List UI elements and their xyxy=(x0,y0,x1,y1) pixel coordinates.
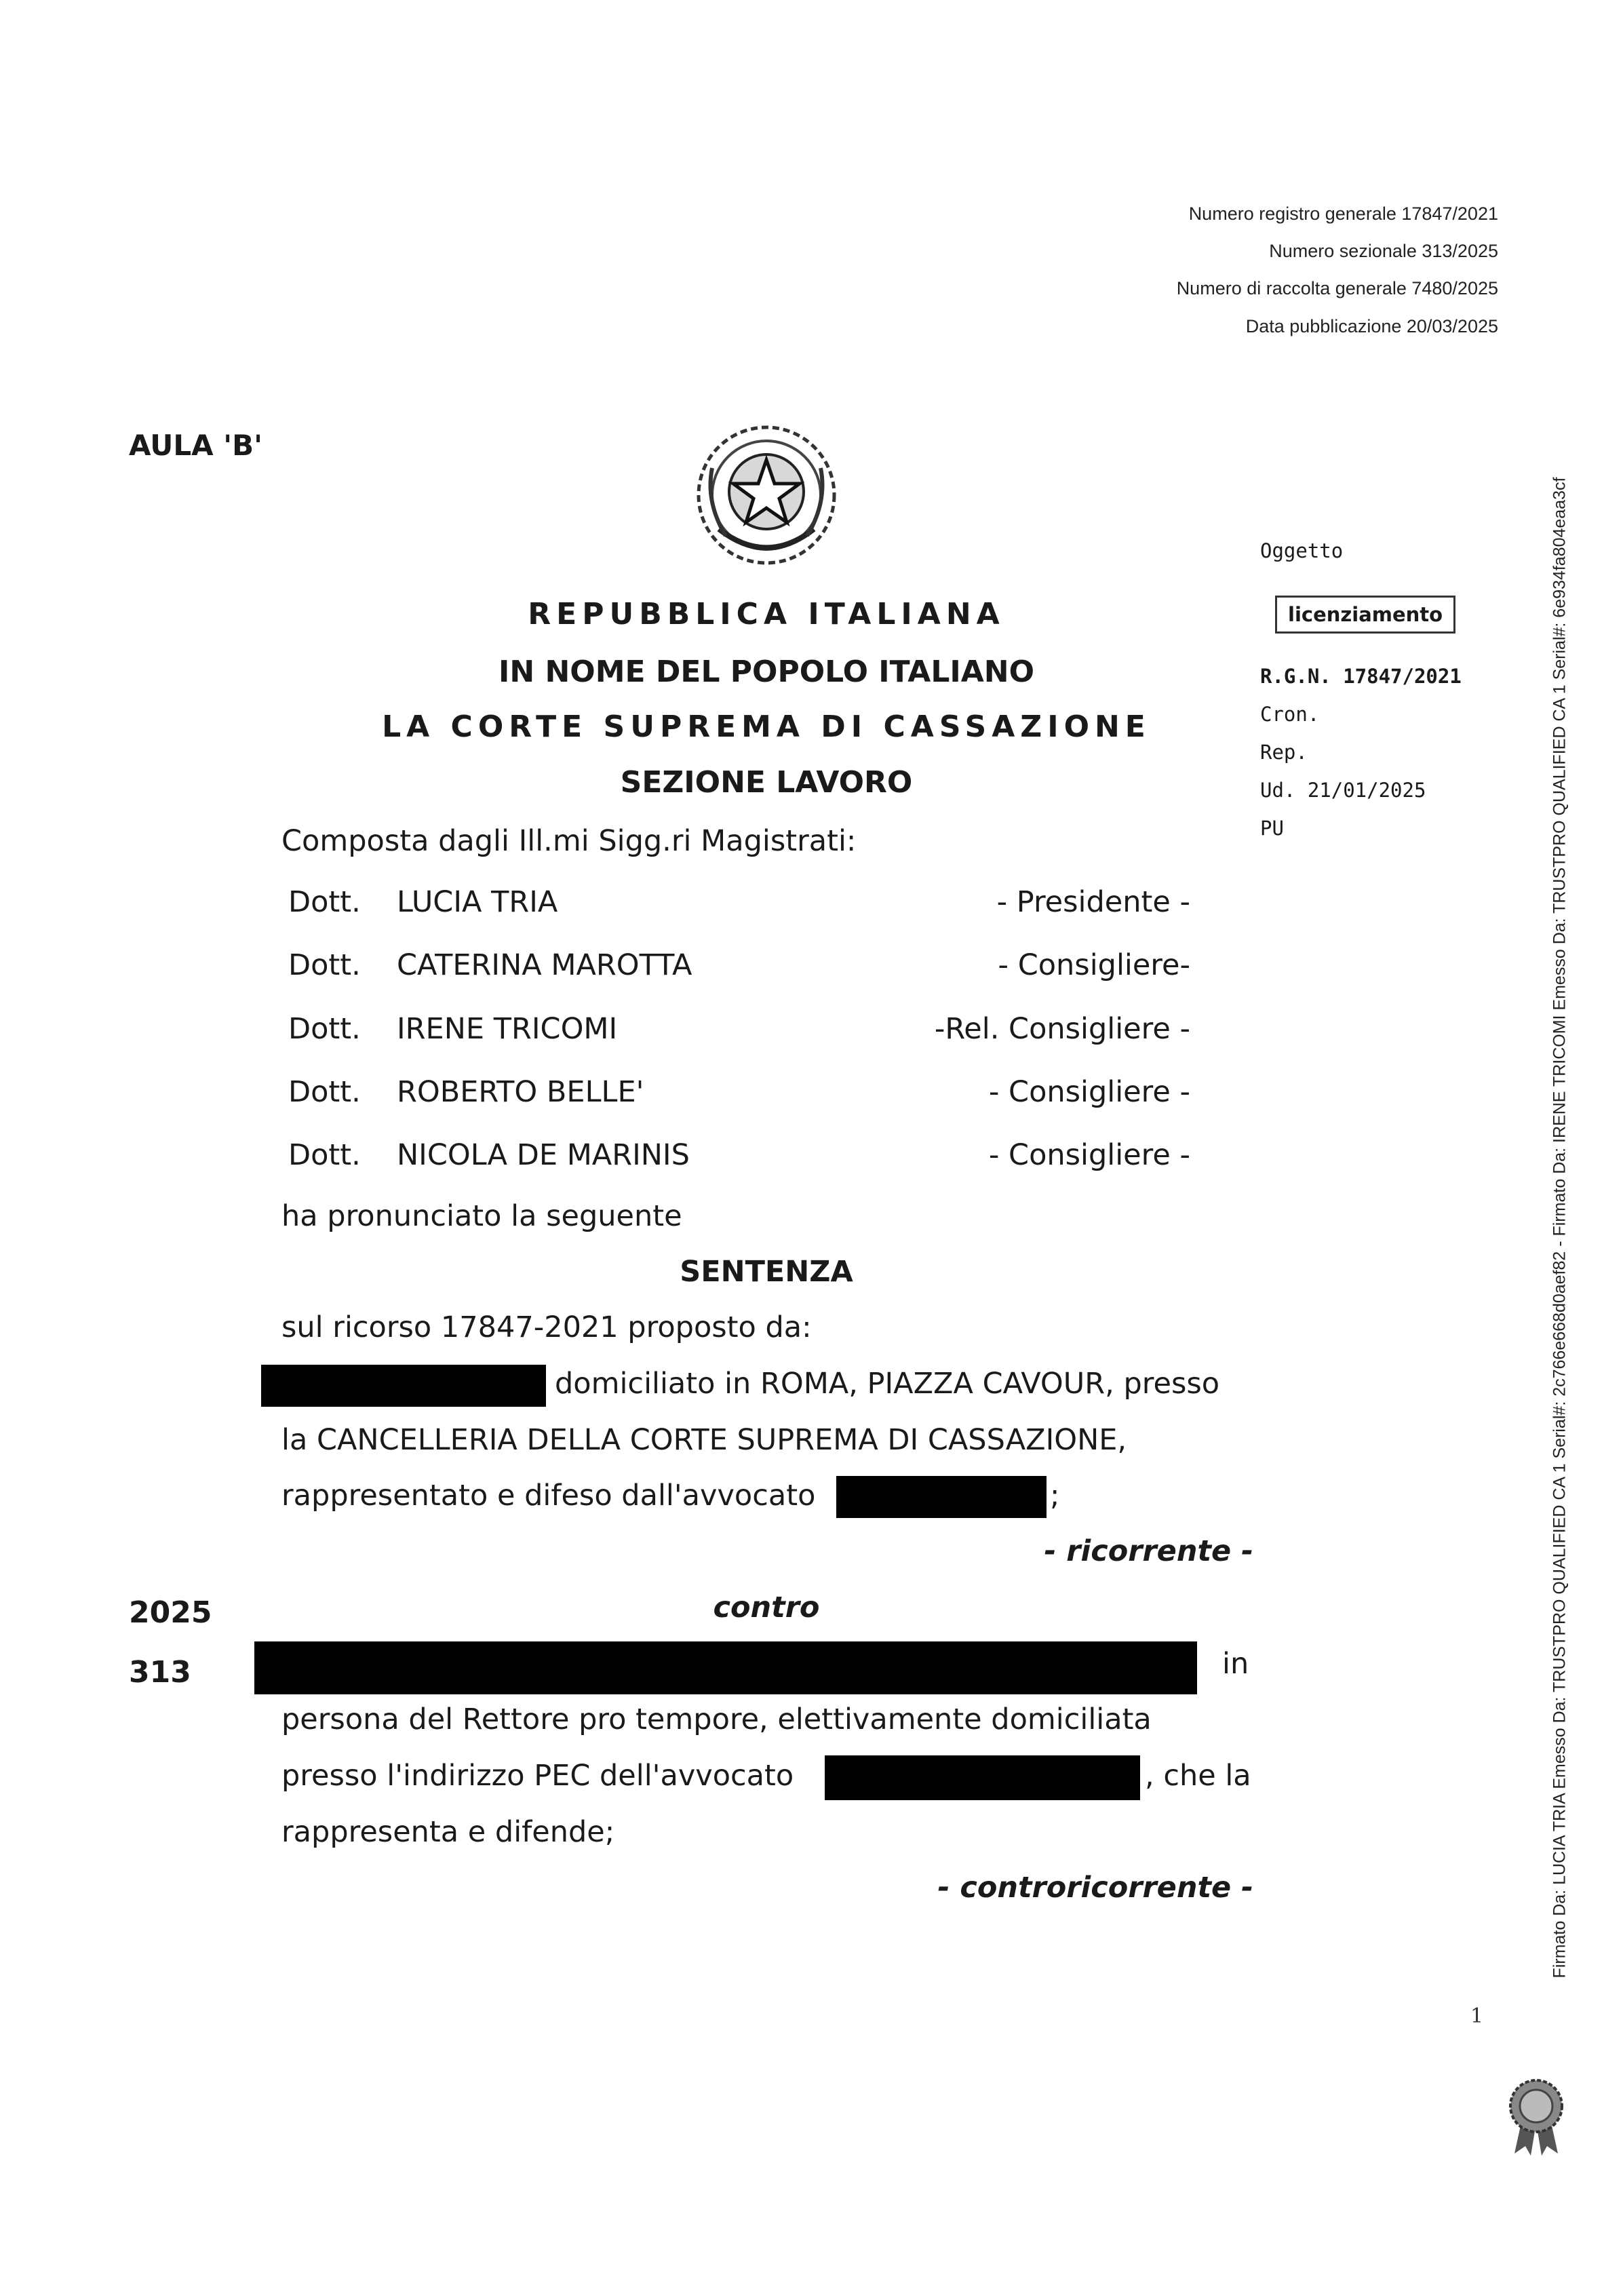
registry-numero-sezionale: Numero sezionale 313/2025 xyxy=(1269,241,1498,261)
judge-name: NICOLA DE MARINIS xyxy=(397,1138,690,1172)
header-repubblica: REPUBBLICA ITALIANA xyxy=(528,597,1005,631)
registry-numero-registro: Numero registro generale 17847/2021 xyxy=(1188,203,1498,224)
oggetto-value: licenziamento xyxy=(1275,596,1455,634)
judge-name: LUCIA TRIA xyxy=(397,885,558,919)
controricorrente-avvocato: presso l'indirizzo PEC dell'avvocato xyxy=(281,1759,794,1793)
ricorrente-label: - ricorrente - xyxy=(1044,1534,1253,1568)
judge-name: IRENE TRICOMI xyxy=(397,1012,618,1046)
ricorso-text: sul ricorso 17847-2021 proposto da: xyxy=(281,1310,812,1344)
judge-title: Dott. xyxy=(288,885,361,919)
redaction-block xyxy=(261,1365,546,1407)
header-popolo: IN NOME DEL POPOLO ITALIANO xyxy=(498,655,1035,689)
digital-signature-text: Firmato Da: LUCIA TRIA Emesso Da: TRUSTPRO QUALIFIED CA 1 Serial#: 2c766e668d0aef82 - Firmato Da: IRENE TRICOMI Emesso Da: TRUSTPRO QUALIFIED CA 1 Serial#: 6e934fa804eaa3cf xyxy=(1550,477,1569,1979)
contro-heading: contro xyxy=(713,1591,820,1624)
controricorrente-rettore: persona del Rettore pro tempore, elettivamente domiciliata xyxy=(281,1702,1152,1736)
redaction-block xyxy=(836,1476,1047,1518)
controricorrente-che-la: , che la xyxy=(1145,1759,1251,1793)
digital-signature-seal-icon xyxy=(1502,2076,1570,2157)
ricorrente-cancelleria: la CANCELLERIA DELLA CORTE SUPREMA DI CASSAZIONE, xyxy=(281,1423,1127,1457)
rep-label: Rep. xyxy=(1260,741,1308,764)
udienza-date: Ud. 21/01/2025 xyxy=(1260,779,1426,802)
registry-data-pubblicazione: Data pubblicazione 20/03/2025 xyxy=(1245,316,1498,336)
judge-role: - Consigliere - xyxy=(988,1138,1190,1172)
controricorrente-label: - controricorrente - xyxy=(937,1871,1253,1905)
judge-role: - Consigliere - xyxy=(988,1075,1190,1109)
judge-title: Dott. xyxy=(288,948,361,982)
judge-role: - Presidente - xyxy=(996,885,1190,919)
margin-year: 2025 xyxy=(129,1595,212,1630)
registry-numero-raccolta: Numero di raccolta generale 7480/2025 xyxy=(1176,278,1498,298)
margin-number: 313 xyxy=(129,1655,191,1690)
controricorrente-difende: rappresenta e difende; xyxy=(281,1815,615,1849)
header-sezione: SEZIONE LAVORO xyxy=(620,765,913,800)
composta-text: Composta dagli Ill.mi Sigg.ri Magistrati: xyxy=(281,824,857,858)
header-corte: LA CORTE SUPREMA DI CASSAZIONE xyxy=(382,709,1151,744)
judge-role: - Consigliere- xyxy=(998,948,1190,982)
pronunciato-text: ha pronunciato la seguente xyxy=(281,1199,682,1233)
ricorrente-avvocato: rappresentato e difeso dall'avvocato xyxy=(281,1479,816,1513)
oggetto-label: Oggetto xyxy=(1260,539,1344,562)
judge-title: Dott. xyxy=(288,1012,361,1046)
aula-label: AULA 'B' xyxy=(129,429,262,462)
judge-name: CATERINA MAROTTA xyxy=(397,948,692,982)
rgn-number: R.G.N. 17847/2021 xyxy=(1260,665,1462,688)
repubblica-emblem-icon xyxy=(692,421,841,570)
judge-title: Dott. xyxy=(288,1138,361,1172)
sentenza-heading: SENTENZA xyxy=(680,1255,853,1289)
redaction-block xyxy=(825,1755,1140,1800)
judge-name: ROBERTO BELLE' xyxy=(397,1075,644,1109)
redaction-block xyxy=(254,1641,1197,1694)
controricorrente-in: in xyxy=(1222,1647,1249,1681)
ricorrente-semicolon: ; xyxy=(1050,1479,1060,1513)
pu-label: PU xyxy=(1260,817,1284,840)
judge-title: Dott. xyxy=(288,1075,361,1109)
page-number: 1 xyxy=(1470,2004,1484,2028)
judge-role: -Rel. Consigliere - xyxy=(934,1012,1190,1046)
cron-label: Cron. xyxy=(1260,703,1320,726)
ricorrente-domicilio: domiciliato in ROMA, PIAZZA CAVOUR, presso xyxy=(555,1367,1220,1401)
